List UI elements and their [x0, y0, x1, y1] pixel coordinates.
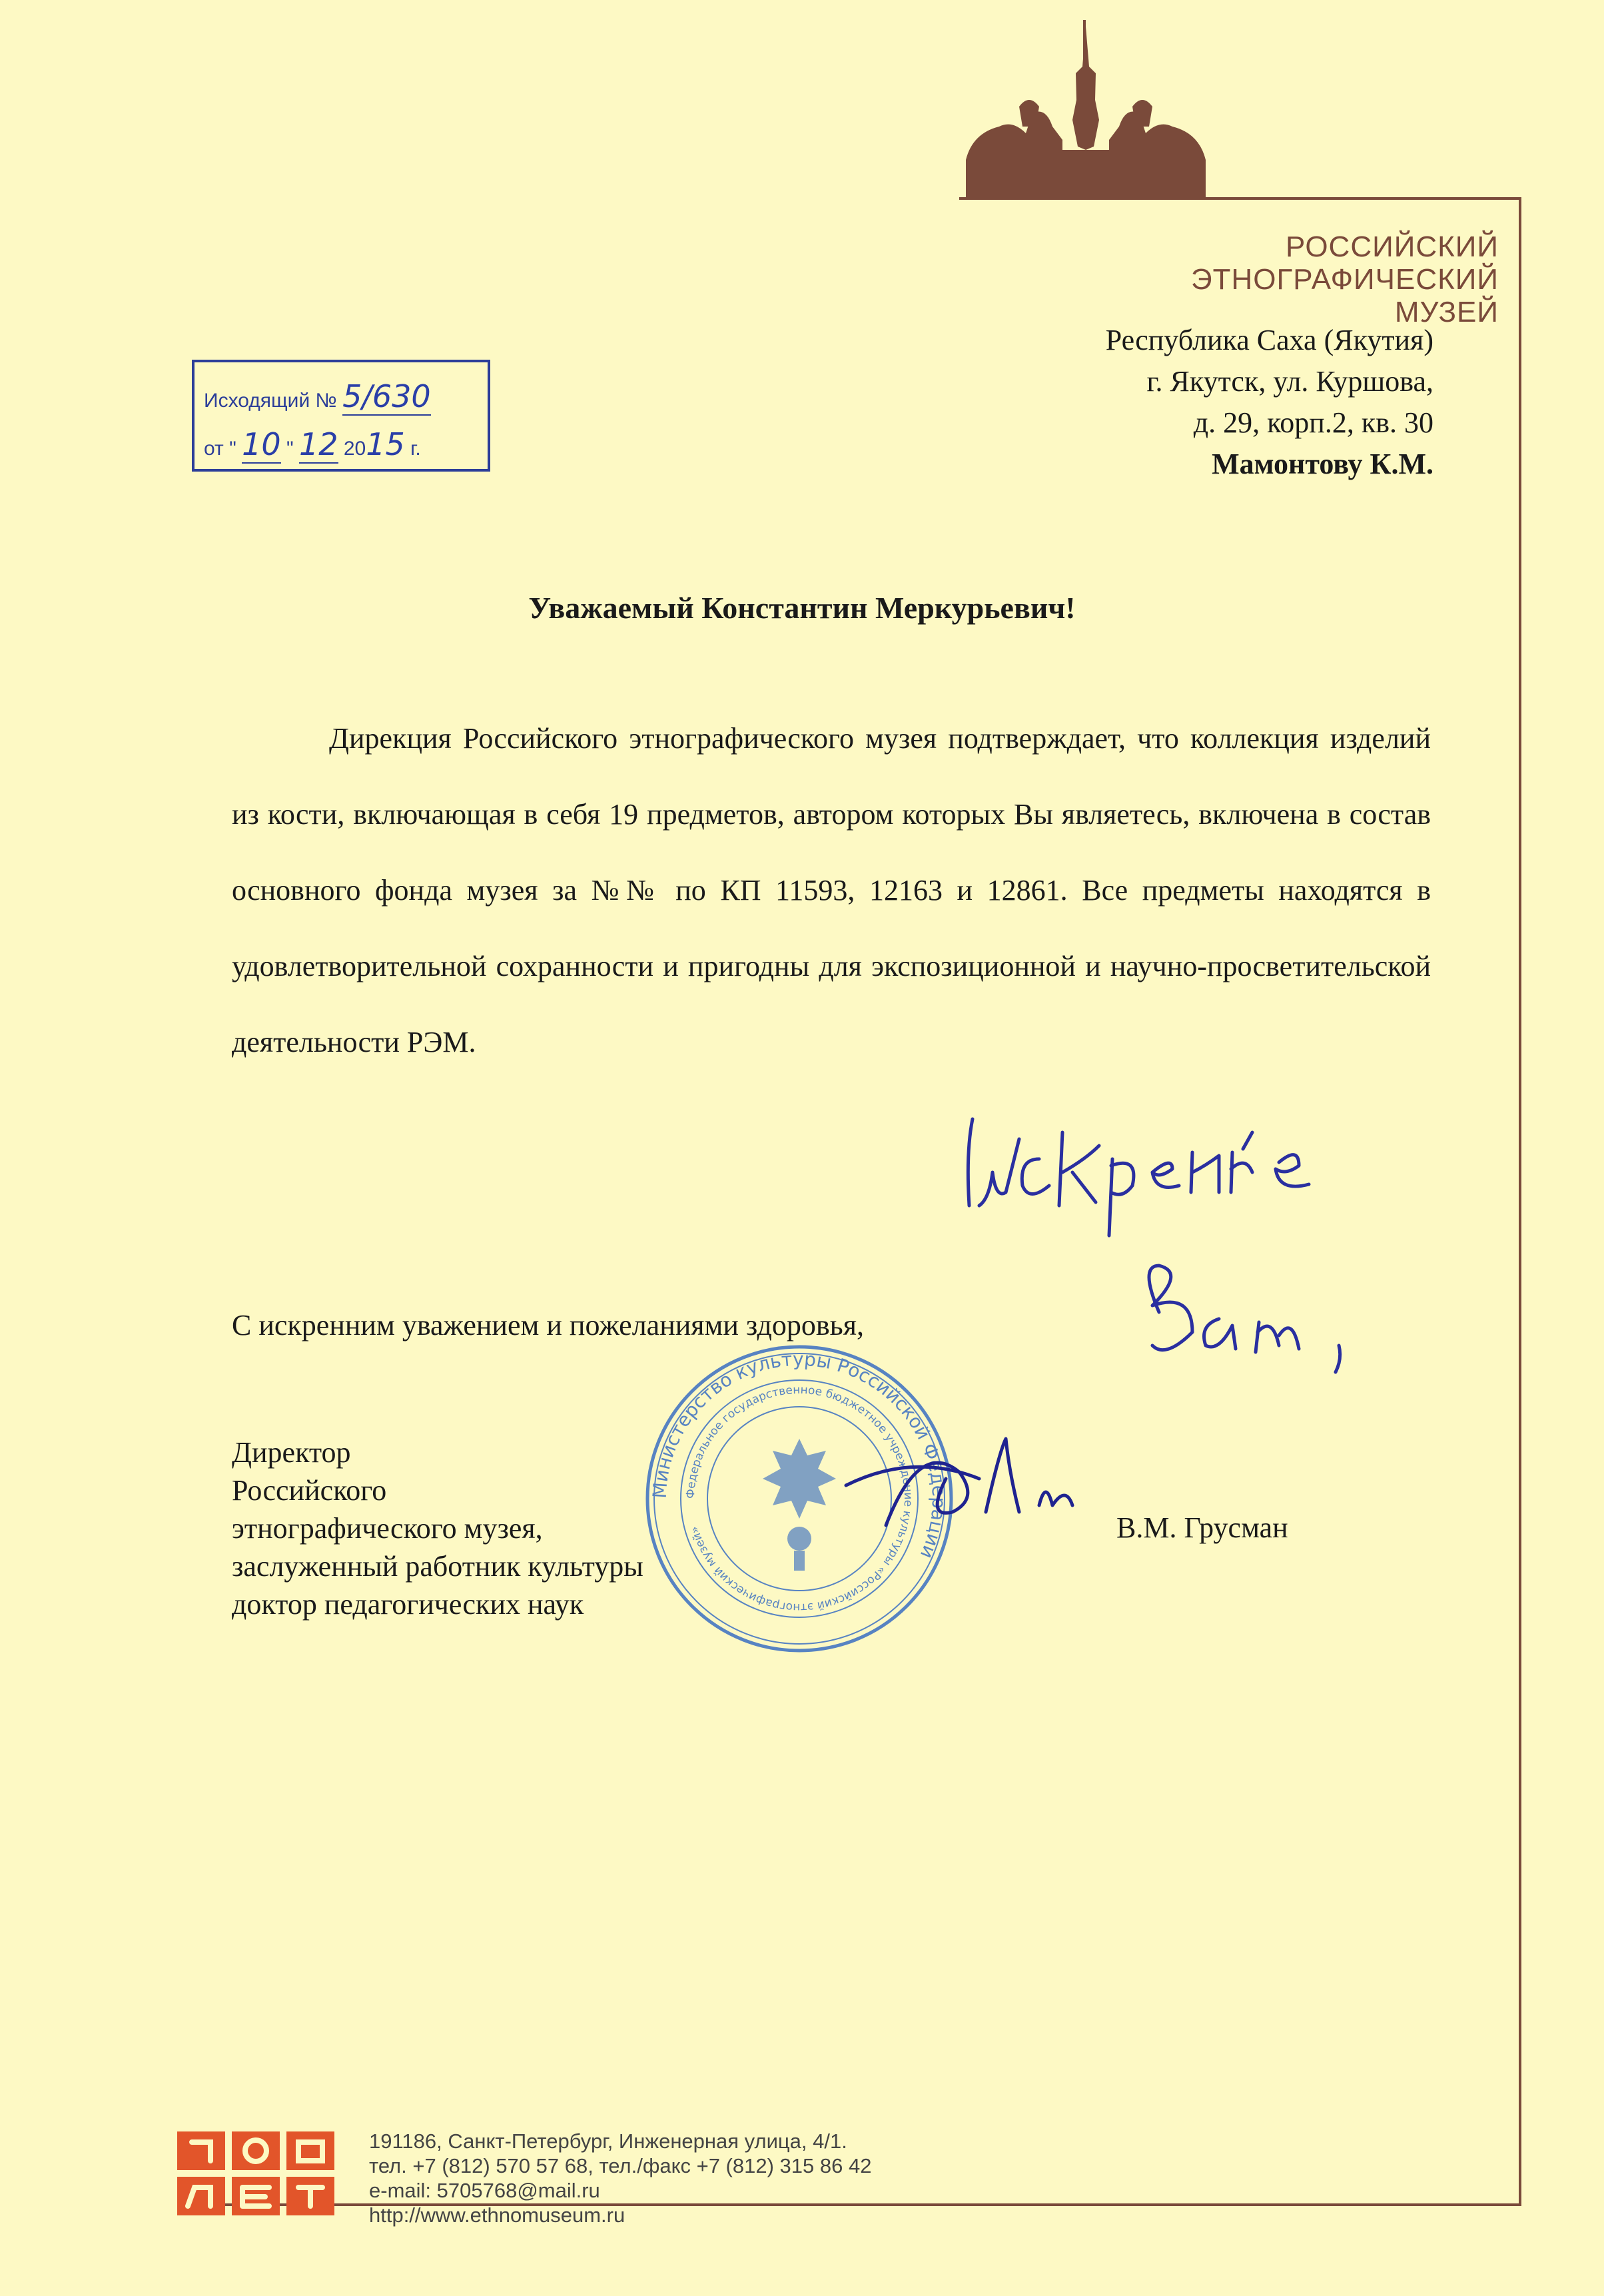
body-paragraph: Дирекция Российского этнографического музея подтверждает, что коллекция изделий из кости, включающая в себя 19 предметов, автором которых Вы являетесь, включена в состав основного фонда музея за №№ по КП 11593, 12163 и 12861. Все предметы находятся в удовлетворительной сохранности и пригодны для экспозиционной и научно-просветительской деятельности РЭМ. — [232, 722, 1431, 1058]
signature-icon — [819, 1412, 1139, 1572]
footer-address: 191186, Санкт-Петербург, Инженерная улица, 4/1. — [369, 2129, 847, 2153]
signer-title-line: Российского — [232, 1474, 387, 1507]
signer-title-line: Директор — [232, 1436, 351, 1469]
museum-name-line: РОССИЙСКИЙ — [1285, 230, 1499, 263]
museum-name-line: МУЗЕЙ — [1394, 296, 1499, 328]
salutation: Уважаемый Константин Меркурьевич! — [528, 591, 1076, 625]
closing-line: С искренним уважением и пожеланиями здоровья, — [232, 1309, 864, 1341]
signer-title-line: доктор педагогических наук — [232, 1588, 584, 1621]
stamp-year-unit: г. — [410, 438, 421, 460]
museum-name-line: ЭТНОГРАФИЧЕСКИЙ — [1190, 263, 1499, 296]
signer-title-line: заслуженный работник культуры — [232, 1550, 643, 1583]
footer-contacts — [369, 2129, 871, 2227]
seal-outer-text: Министерство культуры Российской Федерации — [648, 1347, 951, 1562]
recipient-address — [1106, 320, 1433, 485]
museum-logo-sculpture-icon — [953, 20, 1219, 200]
footer-phones: тел. +7 (812) 570 57 68, тел./факс +7 (812) 315 86 42 — [369, 2154, 872, 2177]
museum-name — [1191, 230, 1499, 328]
anniversary-logo-icon — [177, 2131, 337, 2217]
seal-inner-text: Федеральное государственное бюджетное учреждение культуры «Российский этнографический музей» — [683, 1383, 915, 1615]
recipient-line: Республика Саха (Якутия) — [1105, 324, 1433, 356]
letter-body — [232, 701, 1431, 1080]
stamp-label: Исходящий № — [204, 390, 337, 412]
signer-title-line: этнографического музея, — [232, 1512, 543, 1545]
recipient-name: Мамонтову К.М. — [1212, 448, 1433, 480]
footer-url: http://www.ethnomuseum.ru — [369, 2203, 625, 2227]
recipient-line: г. Якутск, ул. Куршова, — [1146, 365, 1433, 398]
signer-name: В.М. Грусман — [1116, 1511, 1288, 1544]
stamp-year-prefix: 20 — [343, 438, 366, 460]
stamp-year-suffix: 15 — [366, 426, 405, 462]
stamp-day: 10 — [242, 426, 281, 462]
frame-top-rule — [959, 197, 1521, 200]
stamp-number: 5/630 — [342, 378, 431, 414]
recipient-line: д. 29, корп.2, кв. 30 — [1193, 406, 1433, 439]
stamp-date-prefix: от — [204, 438, 224, 460]
footer-email: e-mail: 5705768@mail.ru — [369, 2179, 600, 2202]
frame-right-rule — [1519, 197, 1521, 2206]
handwritten-note-icon — [939, 1092, 1405, 1439]
outgoing-number-stamp: Исходящий № 5/630 от " 10 " 12 2015 г. — [192, 360, 490, 472]
signature-block — [232, 1433, 643, 1623]
stamp-month: 12 — [298, 426, 338, 462]
